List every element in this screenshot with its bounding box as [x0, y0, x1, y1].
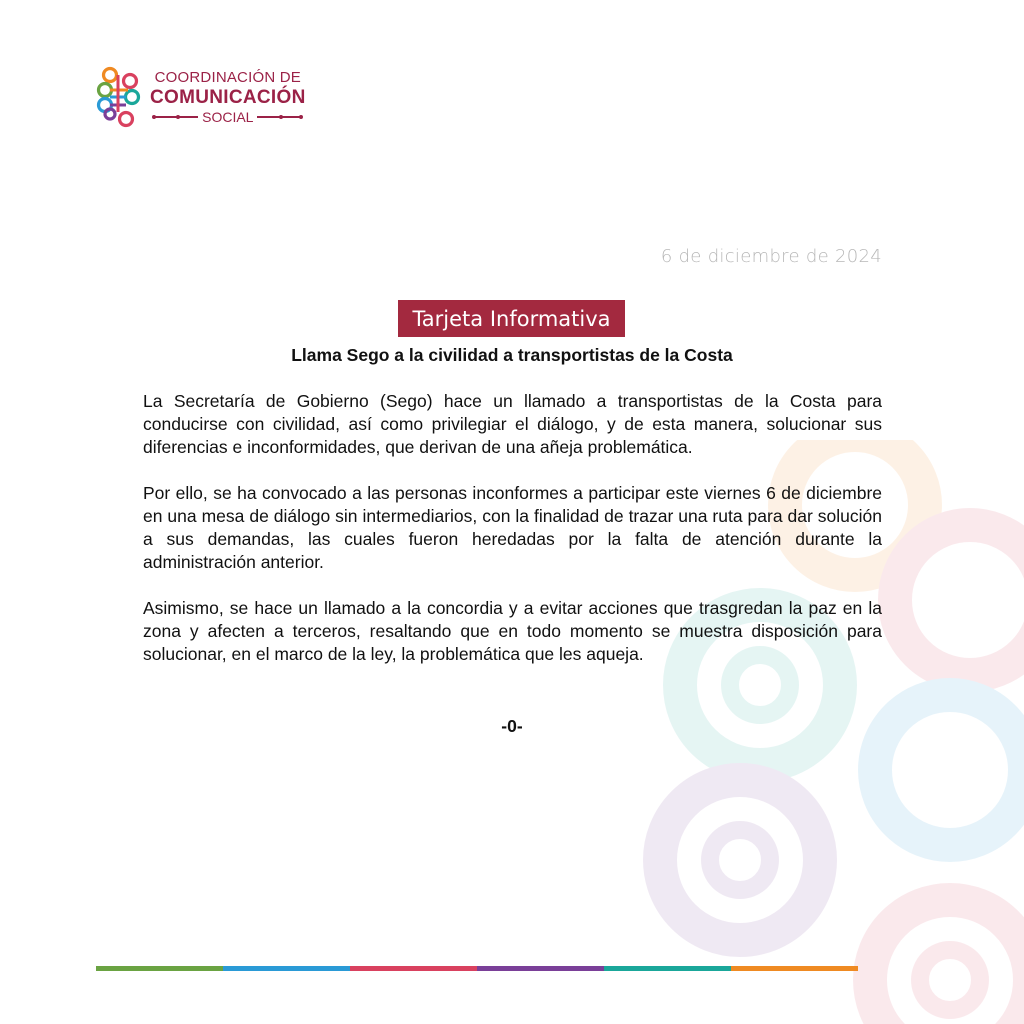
- document-type-badge: [398, 300, 625, 337]
- logo-line-3: [150, 110, 306, 124]
- logo-line-1: COORDINACIÓN DE: [154, 69, 301, 86]
- footer-segment-1: [96, 966, 223, 971]
- brand-logo: [96, 66, 306, 128]
- headline: Llama Sego a la civilidad a transportistas de la Costa: [291, 345, 733, 365]
- footer-segment-6: [731, 966, 858, 971]
- footer-segment-2: [223, 966, 350, 971]
- logo-line-3-text: SOCIAL: [202, 109, 254, 125]
- paragraph-2: Por ello, se ha convocado a las personas inconformes a participar este viernes 6 de diciembre en una mesa de diálogo sin intermediarios, con la finalidad de trazar una ruta para dar solución a sus demandas, las cuales fueron heredadas por la falta de atención durante la administración anterior.: [143, 483, 882, 572]
- footer-segment-3: [350, 966, 477, 971]
- paragraph-1: La Secretaría de Gobierno (Sego) hace un llamado a transportistas de la Costa para conducirse con civilidad, así como privilegiar el diálogo, y de esta manera, solucionar sus diferencias e inconformidades, que derivan de una añeja problemática.: [143, 391, 882, 457]
- logo-text: [150, 70, 306, 124]
- paragraph-3: Asimismo, se hace un llamado a la concordia y a evitar acciones que trasgredan la paz en la zona y afecten a terceros, resaltando que en todo momento se muestra disposición para solucionar, en el marco de la ley, la problemática que les aqueja.: [143, 598, 882, 664]
- badge-label: Tarjeta Informativa: [412, 306, 611, 331]
- logo-line-2: COMUNICACIÓN: [150, 87, 306, 108]
- body-text: [143, 390, 882, 689]
- logo-icon: [96, 66, 142, 128]
- closing-mark: -0-: [501, 716, 523, 736]
- footer-color-bar: [96, 966, 858, 971]
- footer-segment-5: [604, 966, 731, 971]
- document-date: 6 de diciembre de 2024: [660, 246, 882, 267]
- footer-segment-4: [477, 966, 604, 971]
